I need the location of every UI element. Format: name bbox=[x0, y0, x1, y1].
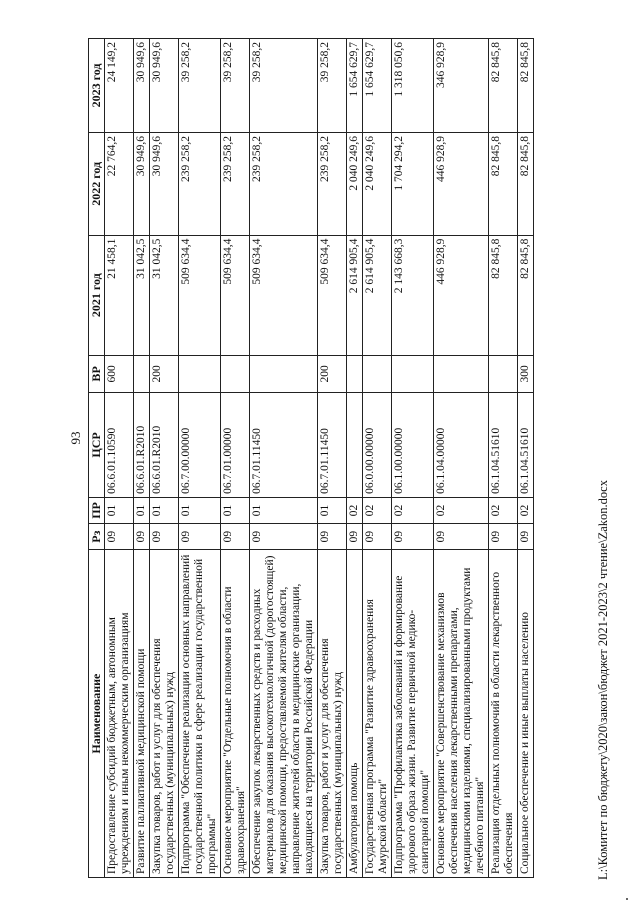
header-pr: ПР bbox=[89, 497, 105, 523]
cell-pr: 02 bbox=[518, 497, 534, 523]
cell-csr: 06.7.01.00000 bbox=[221, 392, 250, 497]
cell-name: Закупка товаров, работ и услуг для обеспечения государственных (муниципальных) нужд bbox=[318, 550, 347, 878]
cell-csr: 06.0.00.00000 bbox=[363, 392, 392, 497]
header-vr: ВР bbox=[89, 355, 105, 392]
cell-vr: 200 bbox=[150, 355, 179, 392]
cell-y2022: 1 704 294,2 bbox=[392, 132, 434, 235]
cell-name: Основное мероприятие "Совершенствование механизмов обеспечения населения лекарственными препаратами, медицинскими изделиями, специализированными продуктами лечебного питания" bbox=[434, 550, 489, 878]
cell-vr bbox=[250, 355, 318, 392]
header-2023: 2023 год bbox=[89, 39, 105, 133]
rotated-page-content bbox=[88, 38, 578, 878]
cell-pr: 01 bbox=[150, 497, 179, 523]
cell-rz: 09 bbox=[363, 524, 392, 550]
cell-rz: 09 bbox=[134, 524, 150, 550]
cell-pr: 01 bbox=[134, 497, 150, 523]
cell-y2021: 446 928,9 bbox=[434, 235, 489, 355]
cell-vr: 200 bbox=[318, 355, 347, 392]
table-row bbox=[518, 39, 534, 878]
cell-y2023: 346 928,9 bbox=[434, 39, 489, 133]
cell-y2021: 2 143 668,3 bbox=[392, 235, 434, 355]
cell-y2023: 39 258,2 bbox=[221, 39, 250, 133]
cell-rz: 09 bbox=[150, 524, 179, 550]
cell-pr: 02 bbox=[363, 497, 392, 523]
cell-name: Обеспечение закупок лекарственных средств и расходных материалов для оказания высокотехнологичной (дорогостоящей) медицинской помощи, предоставляемой жителям области, направление жителей области в медицинские организации, находящиеся на территории Российской Федерации bbox=[250, 550, 318, 878]
cell-y2022: 22 764,2 bbox=[105, 132, 134, 235]
cell-csr: 06.7.00.00000 bbox=[179, 392, 221, 497]
cell-csr: 06.7.01.11450 bbox=[250, 392, 318, 497]
cell-pr: 01 bbox=[250, 497, 318, 523]
cell-y2023: 39 258,2 bbox=[318, 39, 347, 133]
cell-pr: 01 bbox=[105, 497, 134, 523]
cell-pr: 01 bbox=[179, 497, 221, 523]
table-header-row bbox=[89, 39, 105, 878]
cell-y2021: 509 634,4 bbox=[318, 235, 347, 355]
cell-y2023: 30 949,6 bbox=[150, 39, 179, 133]
cell-name: Реализация отдельных полномочий в области лекарственного обеспечения bbox=[489, 550, 518, 878]
table-row bbox=[105, 39, 134, 878]
table-row bbox=[489, 39, 518, 878]
cell-y2023: 30 949,6 bbox=[134, 39, 150, 133]
cell-y2022: 82 845,8 bbox=[518, 132, 534, 235]
cell-name: Амбулаторная помощь bbox=[347, 550, 363, 878]
cell-rz: 09 bbox=[221, 524, 250, 550]
cell-y2022: 446 928,9 bbox=[434, 132, 489, 235]
cell-rz: 09 bbox=[518, 524, 534, 550]
cell-vr bbox=[134, 355, 150, 392]
table-row bbox=[150, 39, 179, 878]
cell-y2023: 82 845,8 bbox=[489, 39, 518, 133]
cell-y2021: 509 634,4 bbox=[250, 235, 318, 355]
cell-name: Основное мероприятие "Отдельные полномочия в области здравоохранения" bbox=[221, 550, 250, 878]
cell-y2023: 39 258,2 bbox=[179, 39, 221, 133]
cell-rz: 09 bbox=[179, 524, 221, 550]
cell-vr bbox=[347, 355, 363, 392]
cell-vr: 600 bbox=[105, 355, 134, 392]
cell-csr: 06.1.04.51610 bbox=[489, 392, 518, 497]
cell-csr: 06.7.01.11450 bbox=[318, 392, 347, 497]
header-2022: 2022 год bbox=[89, 132, 105, 235]
table-row bbox=[363, 39, 392, 878]
cell-pr: 02 bbox=[347, 497, 363, 523]
cell-name: Подпрограмма "Обеспечение реализации основных направлений государственной политики в сфере реализации государственной программы" bbox=[179, 550, 221, 878]
cell-y2022: 30 949,6 bbox=[134, 132, 150, 235]
cell-y2022: 239 258,2 bbox=[318, 132, 347, 235]
cell-y2021: 31 042,5 bbox=[150, 235, 179, 355]
cell-rz: 09 bbox=[489, 524, 518, 550]
cell-csr: 06.6.01.10590 bbox=[105, 392, 134, 497]
cell-vr: 300 bbox=[518, 355, 534, 392]
cell-y2022: 2 040 249,6 bbox=[347, 132, 363, 235]
cell-y2022: 2 040 249,6 bbox=[363, 132, 392, 235]
table-row bbox=[179, 39, 221, 878]
cell-csr: 06.6.01.R2010 bbox=[150, 392, 179, 497]
cell-rz: 09 bbox=[392, 524, 434, 550]
cell-y2022: 82 845,8 bbox=[489, 132, 518, 235]
cell-name: Закупка товаров, работ и услуг для обеспечения государственных (муниципальных) нужд bbox=[150, 550, 179, 878]
cell-name: Государственная программа "Развитие здравоохранения Амурской области" bbox=[363, 550, 392, 878]
cell-name: Развитие паллиативной медицинской помощи bbox=[134, 550, 150, 878]
file-path-footer: L:\Комитет по бюджету\2020\закон\бюджет 2021-2023\2 чтение\Zakon.docx bbox=[596, 480, 610, 880]
cell-y2021: 509 634,4 bbox=[179, 235, 221, 355]
cell-csr bbox=[347, 392, 363, 497]
cell-vr bbox=[363, 355, 392, 392]
table-row bbox=[392, 39, 434, 878]
cell-y2022: 239 258,2 bbox=[221, 132, 250, 235]
header-2021: 2021 год bbox=[89, 235, 105, 355]
cell-y2023: 24 149,2 bbox=[105, 39, 134, 133]
cell-y2021: 2 614 905,4 bbox=[347, 235, 363, 355]
cell-y2022: 30 949,6 bbox=[150, 132, 179, 235]
cell-rz: 09 bbox=[250, 524, 318, 550]
cell-csr: 06.1.00.00000 bbox=[392, 392, 434, 497]
cell-csr: 06.6.01.R2010 bbox=[134, 392, 150, 497]
header-name: Наименование bbox=[89, 550, 105, 878]
cell-rz: 09 bbox=[105, 524, 134, 550]
cell-rz: 09 bbox=[434, 524, 489, 550]
table-row bbox=[134, 39, 150, 878]
cell-y2023: 1 654 629,7 bbox=[363, 39, 392, 133]
cell-y2021: 82 845,8 bbox=[489, 235, 518, 355]
page-number: 93 bbox=[68, 431, 83, 445]
header-csr: ЦСР bbox=[89, 392, 105, 497]
cell-y2023: 82 845,8 bbox=[518, 39, 534, 133]
cell-vr bbox=[489, 355, 518, 392]
cell-y2022: 239 258,2 bbox=[179, 132, 221, 235]
cell-y2023: 1 318 050,6 bbox=[392, 39, 434, 133]
cell-csr: 06.1.04.00000 bbox=[434, 392, 489, 497]
cell-pr: 02 bbox=[434, 497, 489, 523]
cell-y2023: 1 654 629,7 bbox=[347, 39, 363, 133]
budget-table bbox=[88, 38, 534, 878]
cell-vr bbox=[179, 355, 221, 392]
cell-y2021: 21 458,1 bbox=[105, 235, 134, 355]
table-row bbox=[221, 39, 250, 878]
cell-y2023: 39 258,2 bbox=[250, 39, 318, 133]
table-row bbox=[347, 39, 363, 878]
header-rz: Рз bbox=[89, 524, 105, 550]
table-row bbox=[434, 39, 489, 878]
cell-vr bbox=[221, 355, 250, 392]
cell-vr bbox=[434, 355, 489, 392]
cell-name: Социальное обеспечение и иные выплаты населению bbox=[518, 550, 534, 878]
cell-pr: 02 bbox=[392, 497, 434, 523]
table-row bbox=[250, 39, 318, 878]
cell-name: Предоставление субсидий бюджетным, автономным учреждениям и иным некоммерческим организациям bbox=[105, 550, 134, 878]
cell-name: Подпрограмма "Профилактика заболеваний и формирование здорового образа жизни. Развитие первичной медико-санитарной помощи" bbox=[392, 550, 434, 878]
cell-y2021: 82 845,8 bbox=[518, 235, 534, 355]
cell-pr: 02 bbox=[489, 497, 518, 523]
cell-rz: 09 bbox=[347, 524, 363, 550]
cell-y2021: 31 042,5 bbox=[134, 235, 150, 355]
cell-pr: 01 bbox=[221, 497, 250, 523]
table-row bbox=[318, 39, 347, 878]
cell-rz: 09 bbox=[318, 524, 347, 550]
cell-y2021: 2 614 905,4 bbox=[363, 235, 392, 355]
cell-vr bbox=[392, 355, 434, 392]
cell-pr: 01 bbox=[318, 497, 347, 523]
cell-y2022: 239 258,2 bbox=[250, 132, 318, 235]
cell-y2021: 509 634,4 bbox=[221, 235, 250, 355]
scan-speck bbox=[626, 898, 628, 900]
cell-csr: 06.1.04.51610 bbox=[518, 392, 534, 497]
table-body bbox=[105, 39, 534, 878]
